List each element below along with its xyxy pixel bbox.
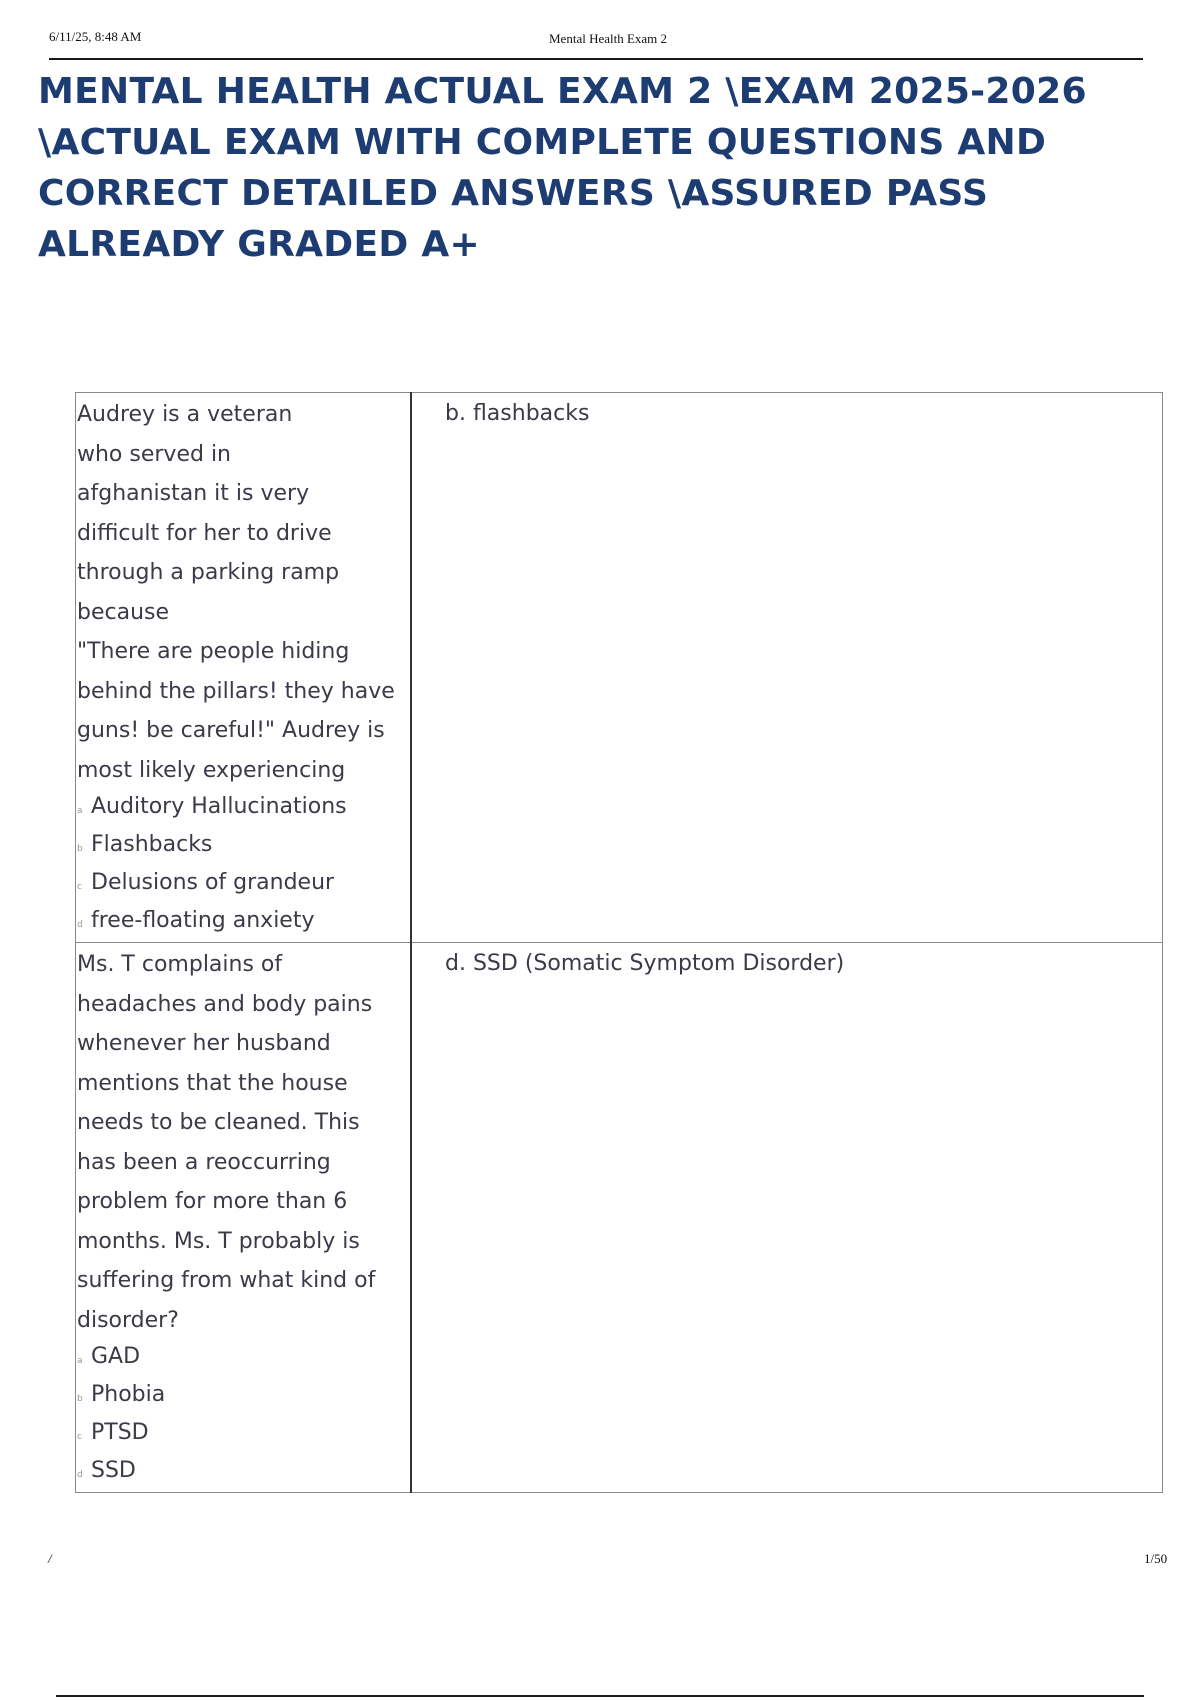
option-letter: c xyxy=(77,882,82,892)
option-text: Delusions of grandeur xyxy=(91,870,335,895)
option-item xyxy=(77,1416,410,1454)
question-line: problem for more than 6 xyxy=(77,1189,348,1214)
option-item xyxy=(77,1378,410,1416)
option-letter: d xyxy=(77,1470,83,1480)
option-letter: a xyxy=(77,1356,83,1366)
question-line: disorder? xyxy=(77,1307,179,1333)
question-line: behind the pillars! they have xyxy=(77,678,395,704)
option-text: Phobia xyxy=(91,1382,166,1407)
question-line: through a parking ramp xyxy=(77,560,340,585)
option-text: Flashbacks xyxy=(91,832,213,857)
flashcard-row xyxy=(76,393,1163,943)
question-line: most likely experiencing xyxy=(77,757,346,783)
question-line: Ms. T complains of xyxy=(77,952,283,977)
flashcard-table xyxy=(75,392,1163,1493)
question-line: Audrey is a veteran xyxy=(77,402,293,427)
page-divider xyxy=(56,1695,1144,1697)
question-text xyxy=(76,393,410,790)
print-page-title: Mental Health Exam 2 xyxy=(549,31,668,46)
print-footer-link: / xyxy=(48,1551,52,1566)
option-item xyxy=(77,904,410,942)
option-letter: d xyxy=(77,920,83,930)
question-line: headaches and body pains xyxy=(77,991,373,1017)
question-text xyxy=(76,943,410,1340)
question-cell xyxy=(76,943,412,1493)
option-letter: b xyxy=(77,844,83,854)
option-letter: a xyxy=(77,806,83,816)
option-text: free-floating anxiety xyxy=(91,908,315,933)
question-cell xyxy=(76,393,412,943)
option-text: Auditory Hallucinations xyxy=(91,794,347,819)
answer-cell xyxy=(411,943,1163,1493)
question-line: has been a reoccurring xyxy=(77,1149,331,1175)
question-line: "There are people hiding xyxy=(77,639,350,664)
option-text: GAD xyxy=(91,1344,141,1369)
question-line: suffering from what kind of xyxy=(77,1268,376,1293)
option-letter: c xyxy=(77,1432,82,1442)
flashcard-row xyxy=(76,943,1163,1493)
answer-text: b. flashbacks xyxy=(445,401,590,426)
question-line: afghanistan it is very xyxy=(77,481,310,506)
option-item xyxy=(77,866,410,904)
option-text: SSD xyxy=(91,1458,136,1483)
option-letter: b xyxy=(77,1394,83,1404)
question-line: because xyxy=(77,599,170,625)
answer-options xyxy=(76,1340,410,1492)
option-item xyxy=(77,790,410,828)
question-line: guns! be careful!" Audrey is xyxy=(77,718,385,743)
option-item xyxy=(77,1340,410,1378)
question-line: whenever her husband xyxy=(77,1031,331,1056)
answer-options xyxy=(76,790,410,942)
print-header xyxy=(49,26,1143,60)
question-line: months. Ms. T probably is xyxy=(77,1228,360,1254)
question-line: needs to be cleaned. This xyxy=(77,1110,360,1135)
question-line: difficult for her to drive xyxy=(77,520,332,546)
question-line: who served in xyxy=(77,441,231,467)
answer-cell xyxy=(411,393,1163,943)
print-date: 6/11/25, 8:48 AM xyxy=(49,29,142,44)
question-line: mentions that the house xyxy=(77,1070,348,1096)
option-item xyxy=(77,1454,410,1492)
page-number: 1/50 xyxy=(1144,1551,1168,1566)
option-item xyxy=(77,828,410,866)
document-title: MENTAL HEALTH ACTUAL EXAM 2 \EXAM 2025-2026 \ACTUAL EXAM WITH COMPLETE QUESTIONS AND CORRECT DETAILED ANSWERS \ASSURED PASS ALREADY GRADED A+ xyxy=(38,71,1087,265)
option-text: PTSD xyxy=(91,1420,149,1445)
answer-text: d. SSD (Somatic Symptom Disorder) xyxy=(445,951,845,976)
